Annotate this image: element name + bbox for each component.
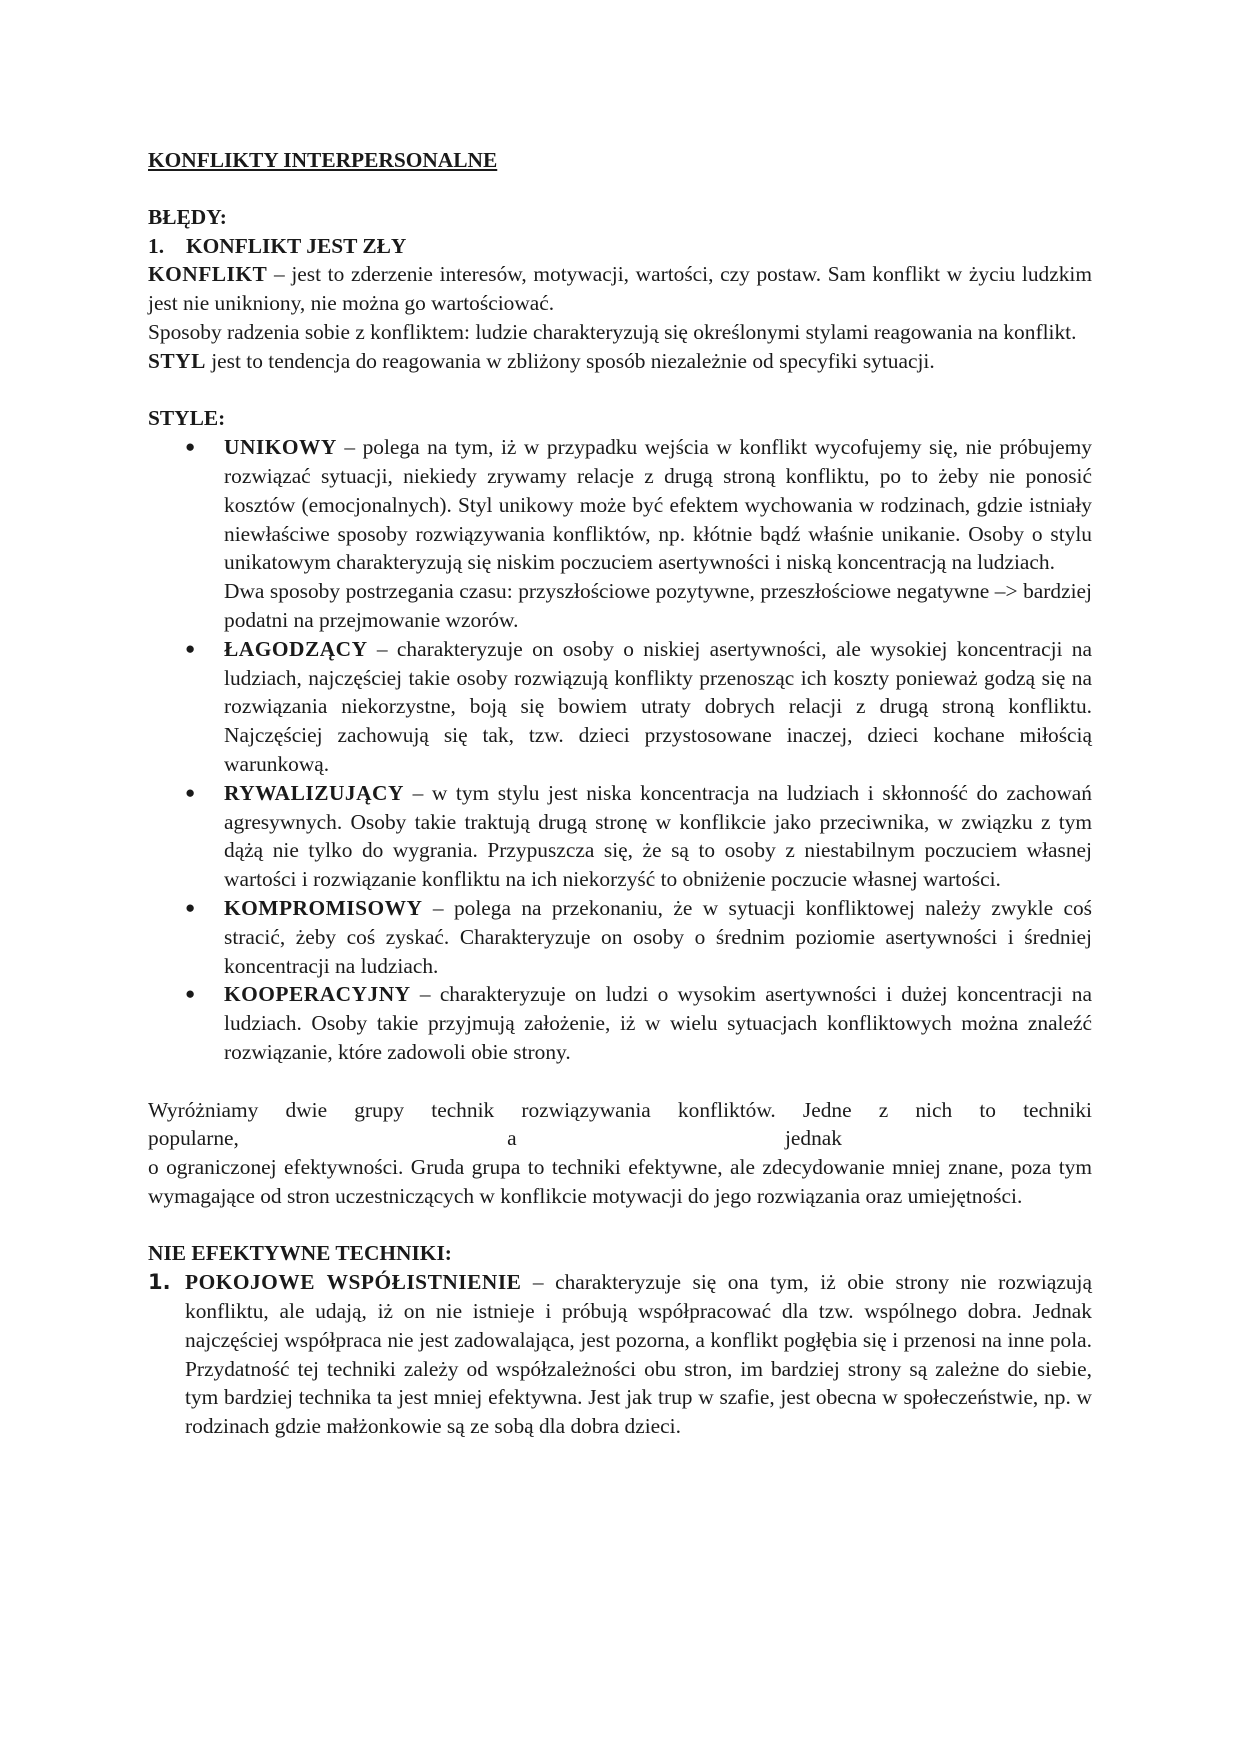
- style-term: KOOPERACYJNY: [224, 982, 411, 1007]
- konflikt-text: – jest to zderzenie interesów, motywacji, wartości, czy postaw. Sam konflikt w życiu ludzkim jest nie unikniony, nie można go wartościować.: [148, 262, 1092, 316]
- style-term: RYWALIZUJĄCY: [224, 780, 404, 805]
- spacer: [148, 376, 1092, 405]
- spacer: [148, 1211, 1092, 1240]
- list-item: [148, 1268, 1092, 1441]
- konflikt-term: KONFLIKT: [148, 262, 268, 287]
- style-text: – polega na tym, iż w przypadku wejścia w konflikt wycofujemy się, nie próbujemy rozwiązać sytuacji, niekiedy zrywamy relacje z drugą stroną konfliktu, po to żeby nie ponosić kosztów (emocjonalnych). Styl unikowy może być efektem wychowania w rodzinach, gdzie istniały niewłaściwe sposoby rozwiązywania konfliktów, np. kłótnie bądź właśnie unikanie. Osoby o stylu unikatowym charakteryzują się niskim poczuciem asertywności i niską koncentracją na ludziach.: [224, 435, 1092, 575]
- style-text: – polega na przekonaniu, że w sytuacji konfliktowej należy zwykle coś stracić, żeby coś zyskać. Charakteryzuje on osoby o średnim poziomie asertywności i średniej koncentracji na ludziach.: [224, 895, 1092, 978]
- spacer: [148, 1067, 1092, 1096]
- list-item: [185, 635, 1092, 779]
- bullet-icon: ●: [185, 897, 196, 917]
- style-text: – charakteryzuje on osoby o niskiej asertywności, ale wysokiej koncentracji na ludziach, najczęściej takie osoby rozwiązują konflikty przenosząc ich koszty ponieważ godzą się na rozwiązania niekorzystne, boją się bowiem utraty dobrych relacji z drugą stroną konfliktu. Najczęściej zachowują się tak, tzw. dzieci przystosowane inaczej, dzieci kochane miłością warunkową.: [224, 636, 1092, 776]
- document-title: KONFLIKTY INTERPERSONALNE: [148, 148, 498, 172]
- style-extra-text: Dwa sposoby postrzegania czasu: przyszłościowe pozytywne, przeszłościowe negatywne –> bardziej podatni na przejmowanie wzorów.: [224, 579, 1092, 632]
- bullet-icon: ●: [185, 782, 196, 802]
- konflikt-definition: [148, 260, 1092, 318]
- technique-number: 1.: [148, 1270, 171, 1295]
- bullet-icon: ●: [185, 638, 196, 658]
- errors-heading: BŁĘDY:: [148, 204, 227, 229]
- technique-text: – charakteryzuje się ona tym, iż obie strony nie rozwiązują konfliktu, ale udają, iż on nie istnieje i próbują współpracować dla tzw. wspólnego dobra. Jednak najczęściej współpraca nie jest zadowalająca, jest pozorna, a konflikt pogłębia się i przenosi na inne pola. Przydatność tej techniki zależy od współzależności obu stron, im bardziej strony są zależne do siebie, tym bardziej technika ta jest mniej efektywna. Jest jak trup w szafie, jest obecna w społeczeństwie, np. w rodzinach gdzie małżonkowie są ze sobą dla dobra dzieci.: [185, 1270, 1092, 1439]
- list-item: [185, 894, 1092, 980]
- bullet-icon: ●: [185, 437, 196, 457]
- style-term: KOMPROMISOWY: [224, 895, 423, 920]
- error-item-1-heading: [148, 232, 1092, 261]
- style-term: ŁAGODZĄCY: [224, 636, 368, 661]
- groups-paragraph-line-2: [148, 1124, 1092, 1153]
- technique-term: POKOJOWE WSPÓŁISTNIENIE: [185, 1270, 522, 1295]
- bullet-icon: ●: [185, 984, 196, 1004]
- groups-word-jednak: jednak: [784, 1126, 842, 1151]
- list-item: [185, 779, 1092, 894]
- ineffective-techniques-list: [148, 1268, 1092, 1441]
- groups-paragraph-line-3: o ograniczonej efektywności. Gruda grupa to techniki efektywne, ale zdecydowanie mniej znane, poza tym wymagające od stron uczestniczących w konflikcie motywacji do jego rozwiązania oraz umiejętności.: [148, 1155, 1092, 1208]
- groups-word-a: a: [507, 1126, 517, 1151]
- styles-heading: STYLE:: [148, 406, 226, 431]
- sposoby-paragraph: Sposoby radzenia sobie z konfliktem: ludzie charakteryzują się określonymi stylami reagowania na konflikt.: [148, 319, 1077, 344]
- styl-term: STYL: [148, 348, 206, 373]
- ineffective-techniques-heading: NIE EFEKTYWNE TECHNIKI:: [148, 1241, 452, 1266]
- groups-paragraph-line-1: Wyróżniamy dwie grupy technik rozwiązywania konfliktów. Jedne z nich to techniki: [148, 1097, 1092, 1122]
- style-term: UNIKOWY: [224, 435, 337, 460]
- styl-definition: [148, 347, 1092, 376]
- error-item-1-number: 1.: [148, 233, 165, 258]
- list-item: [185, 980, 1092, 1066]
- error-item-1-title: KONFLIKT JEST ZŁY: [186, 233, 407, 258]
- styles-list: [148, 433, 1092, 1067]
- list-item: [185, 433, 1092, 635]
- styl-text: jest to tendencja do reagowania w zbliżony sposób niezależnie od specyfiki sytuacji.: [205, 348, 935, 373]
- style-text: – charakteryzuje on ludzi o wysokim asertywności i dużej koncentracji na ludziach. Osoby takie przyjmują założenie, iż w wielu sytuacjach konfliktowych można znaleźć rozwiązanie, które zadowoli obie strony.: [224, 982, 1092, 1064]
- groups-word-popularne: popularne,: [148, 1126, 239, 1151]
- style-text: – w tym stylu jest niska koncentracja na ludziach i skłonność do zachowań agresywnych. Osoby takie traktują drugą stronę w konflikcie jako przeciwnika, w związku z tym dążą nie tylko do wygrania. Przypuszcza się, że są to osoby z niestabilnym poczuciem własnej wartości i rozwiązanie konfliktu na ich niekorzyść to obniżenie poczucie własnej wartości.: [224, 780, 1092, 892]
